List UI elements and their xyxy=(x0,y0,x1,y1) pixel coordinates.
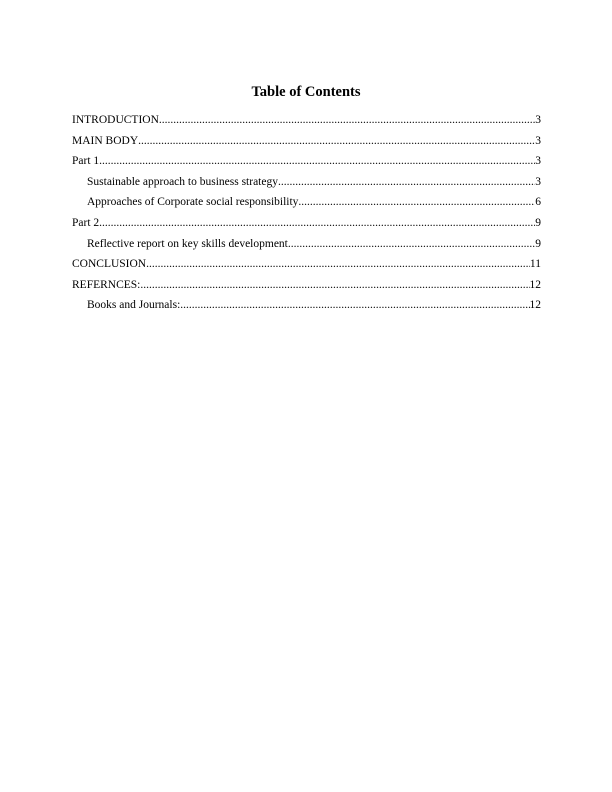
toc-dot-leader xyxy=(180,297,529,313)
toc-dot-leader xyxy=(146,256,530,272)
toc-entry-books-journals[interactable] xyxy=(72,297,541,318)
toc-entry-text: Part 1 xyxy=(72,155,100,168)
toc-entry-text: Approaches of Corporate social responsibility xyxy=(87,196,299,209)
toc-page-number: 3 xyxy=(535,175,541,188)
toc-page-number: 3 xyxy=(535,155,541,168)
toc-page-number: 12 xyxy=(529,299,541,312)
toc-dot-leader xyxy=(159,112,535,128)
toc-dot-leader xyxy=(99,215,535,231)
toc-entry-references[interactable] xyxy=(72,277,541,298)
toc-entry-reflective-report[interactable] xyxy=(72,236,541,257)
toc-page-number: 12 xyxy=(529,278,541,291)
toc-dot-leader xyxy=(288,236,535,252)
toc-page-number: 3 xyxy=(535,134,541,147)
toc-entry-text: REFERNCES: xyxy=(72,278,141,291)
toc-dot-leader xyxy=(140,277,529,293)
toc-entry-text: INTRODUCTION xyxy=(72,114,159,126)
toc-page-number: 6 xyxy=(535,196,541,209)
toc-entry-part-2[interactable] xyxy=(72,215,541,236)
toc-entry-text: Reflective report on key skills development xyxy=(87,237,288,250)
toc-entry-text: MAIN BODY xyxy=(72,134,139,147)
toc-entry-text: CONCLUSION xyxy=(72,258,147,271)
toc-dot-leader xyxy=(278,174,535,190)
toc-list xyxy=(72,112,541,318)
toc-title: Table of Contents xyxy=(251,84,361,100)
toc-entry-main-body[interactable] xyxy=(72,133,541,154)
toc-entry-text: Part 2 xyxy=(72,216,100,229)
toc-dot-leader xyxy=(138,133,535,149)
toc-entry-csr-approaches[interactable] xyxy=(72,194,541,215)
toc-dot-leader xyxy=(99,153,535,169)
toc-page-number: 9 xyxy=(535,237,541,250)
toc-entry-text: Books and Journals: xyxy=(87,299,181,312)
toc-page-number: 3 xyxy=(535,114,541,126)
toc-entry-text: Sustainable approach to business strategy xyxy=(87,175,278,188)
toc-page-number: 9 xyxy=(535,216,541,229)
toc-entry-conclusion[interactable] xyxy=(72,256,541,277)
toc-page-number: 11 xyxy=(529,258,541,271)
toc-dot-leader xyxy=(298,194,535,210)
toc-entry-part-1[interactable] xyxy=(72,153,541,174)
toc-entry-sustainable-approach[interactable] xyxy=(72,174,541,195)
toc-entry-introduction[interactable] xyxy=(72,112,541,133)
